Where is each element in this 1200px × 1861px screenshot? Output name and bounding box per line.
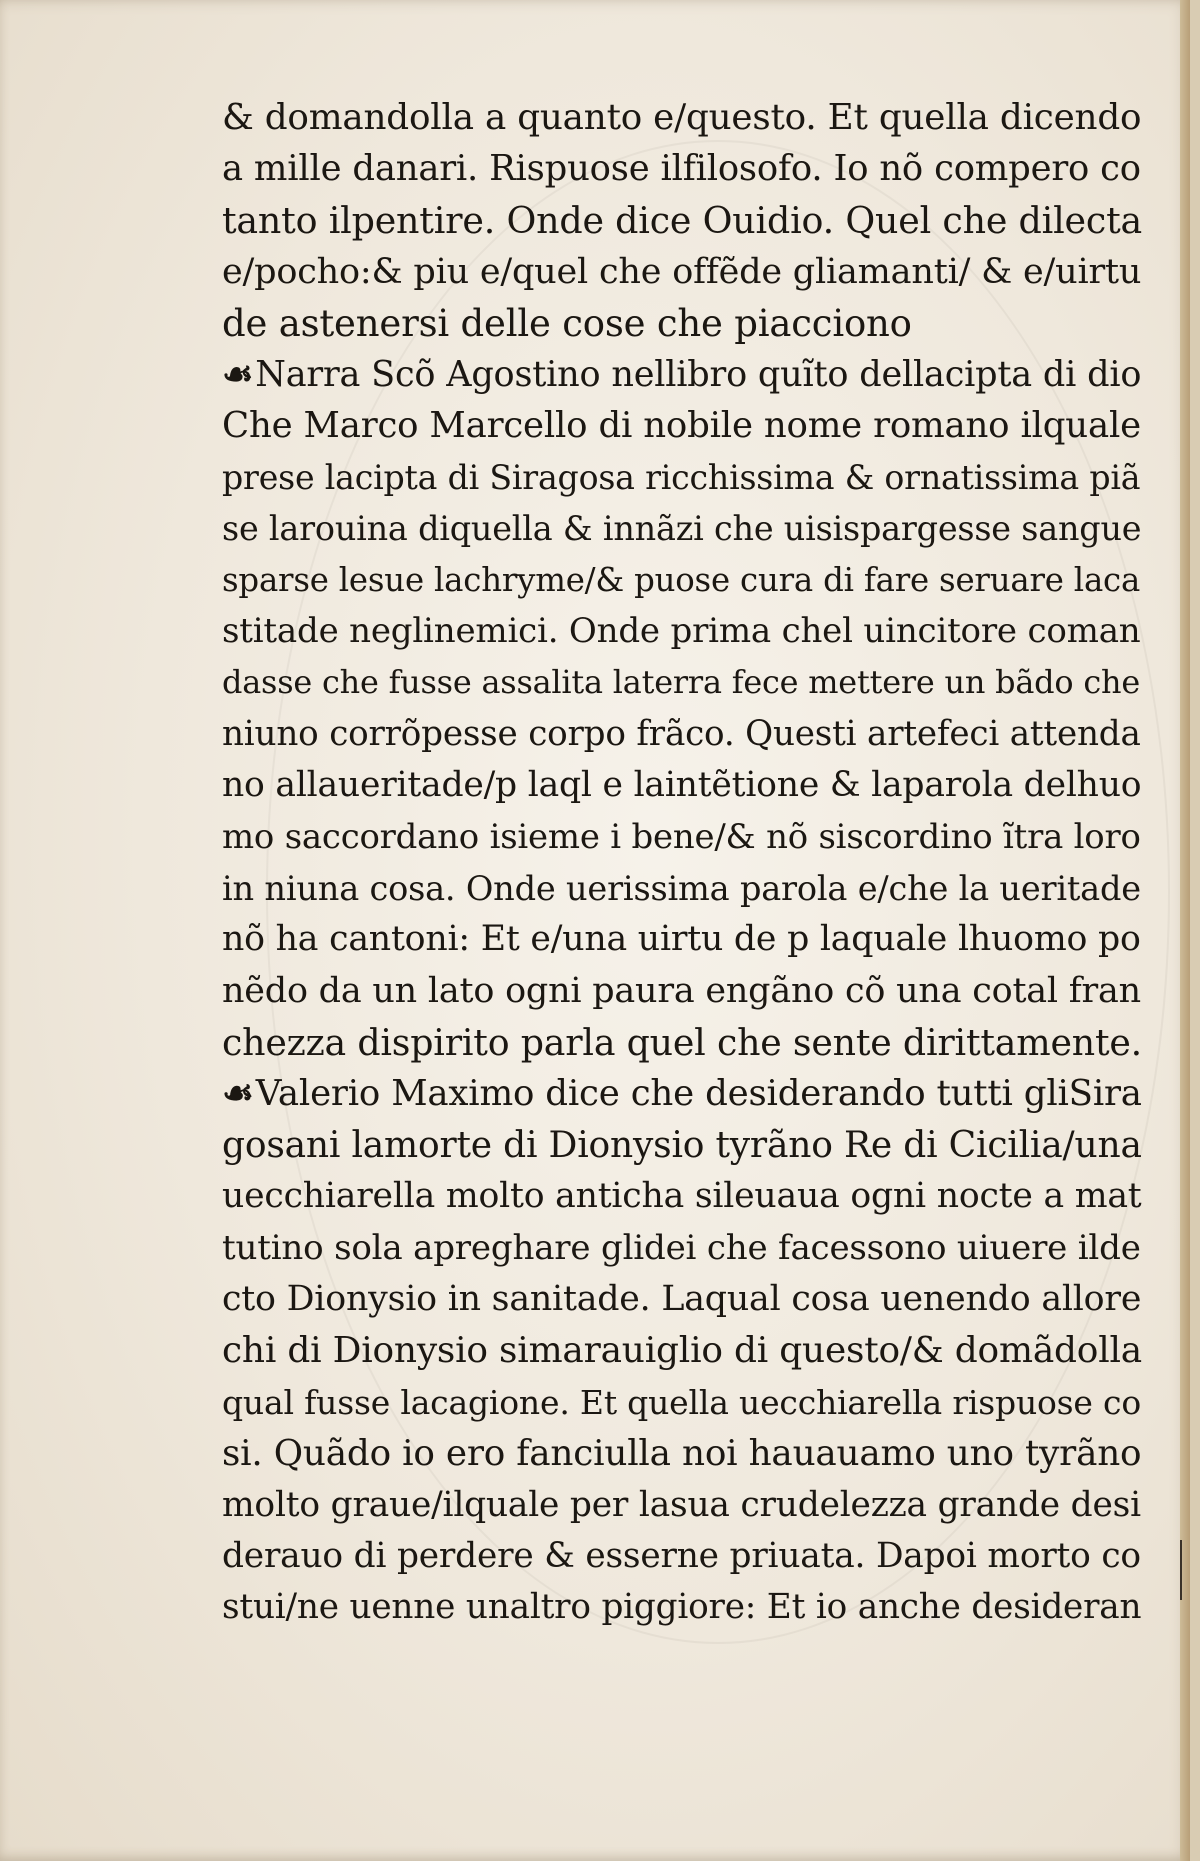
text-line-4: e/pocho:& piu e/quel che offẽde gliamanti/ & e/uirtu (222, 251, 1142, 293)
text-line-2: a mille danari. Rispuose ilfilosofo. Io nõ compero co (222, 148, 1141, 190)
text-line-15: mo saccordano isieme i bene/& nõ siscordino ĩtra loro (222, 817, 1141, 857)
text-line-20 (222, 1068, 1142, 1119)
text-line-5: de astenersi delle cose che piacciono (222, 301, 912, 345)
text-line-19: chezza dispirito parla quel che sente dirittamente. (222, 1021, 1142, 1065)
text-line-3: tanto ilpentire. Onde dice Ouidio. Quel che dilecta (222, 198, 1142, 242)
margin-mark (1180, 1540, 1182, 1600)
text-line-27: si. Quãdo io ero fanciulla noi hauauamo uno tyrãno (222, 1433, 1142, 1475)
text-line-14: no allaueritade/p laql e laintẽtione & laparola delhuo (222, 765, 1142, 806)
text-line-21: gosani lamorte di Dionysio tyrãno Re di Cicilia/una (222, 1124, 1142, 1166)
text-line-25: chi di Dionysio simarauiglio di questo/& domãdolla (222, 1330, 1142, 1372)
text-line-7: Che Marco Marcello di nobile nome romano ilquale (222, 405, 1141, 447)
text-line-12: dasse che fusse assalita laterra fece mettere un bãdo che (222, 663, 1141, 702)
text-line-20-body: Valerio Maximo dice che desiderando tutti gliSira (255, 1073, 1142, 1115)
paragraph-mark-icon: ☙ (222, 1073, 254, 1115)
text-line-6 (222, 349, 1142, 400)
text-line-18: nẽdo da un lato ogni paura engãno cõ una cotal fran (222, 970, 1141, 1011)
text-line-8: prese lacipta di Siragosa ricchissima & ornatissima piã (222, 457, 1141, 497)
text-line-30: stui/ne uenne unaltro piggiore: Et io anche desideran (222, 1587, 1142, 1628)
text-line-22: uecchiarella molto anticha sileuaua ogni nocte a mat (222, 1176, 1142, 1217)
text-line-24: cto Dionysio in sanitade. Laqual cosa uenendo allore (222, 1278, 1142, 1319)
paragraph-mark-icon: ☙ (222, 353, 254, 395)
text-line-23: tutino sola apreghare glidei che facessono uiuere ilde (222, 1227, 1141, 1268)
text-line-29: derauo di perdere & esserne priuata. Dapoi morto co (222, 1535, 1141, 1576)
text-line-26: qual fusse lacagione. Et quella uecchiarella rispuose co (222, 1382, 1142, 1422)
text-line-6-body: Narra Scõ Agostino nellibro quĩto dellacipta di dio (255, 353, 1142, 395)
text-line-1: & domandolla a quanto e/questo. Et quella dicendo (222, 97, 1142, 138)
text-line-10: sparse lesue lachryme/& puose cura di fare seruare laca (222, 560, 1141, 599)
text-line-11: stitade neglinemici. Onde prima chel uincitore coman (222, 610, 1141, 651)
text-block (222, 92, 1142, 1634)
text-line-28: molto graue/ilquale per lasua crudelezza grande desi (222, 1484, 1141, 1525)
text-line-17: nõ ha cantoni: Et e/una uirtu de p laquale lhuomo po (222, 919, 1141, 960)
text-line-13: niuno corrõpesse corpo frãco. Questi artefeci attenda (222, 713, 1141, 754)
text-line-9: se larouina diquella & innãzi che uisispargesse sangue (222, 509, 1142, 549)
text-line-16: in niuna cosa. Onde uerissima parola e/che la ueritade (222, 868, 1141, 908)
